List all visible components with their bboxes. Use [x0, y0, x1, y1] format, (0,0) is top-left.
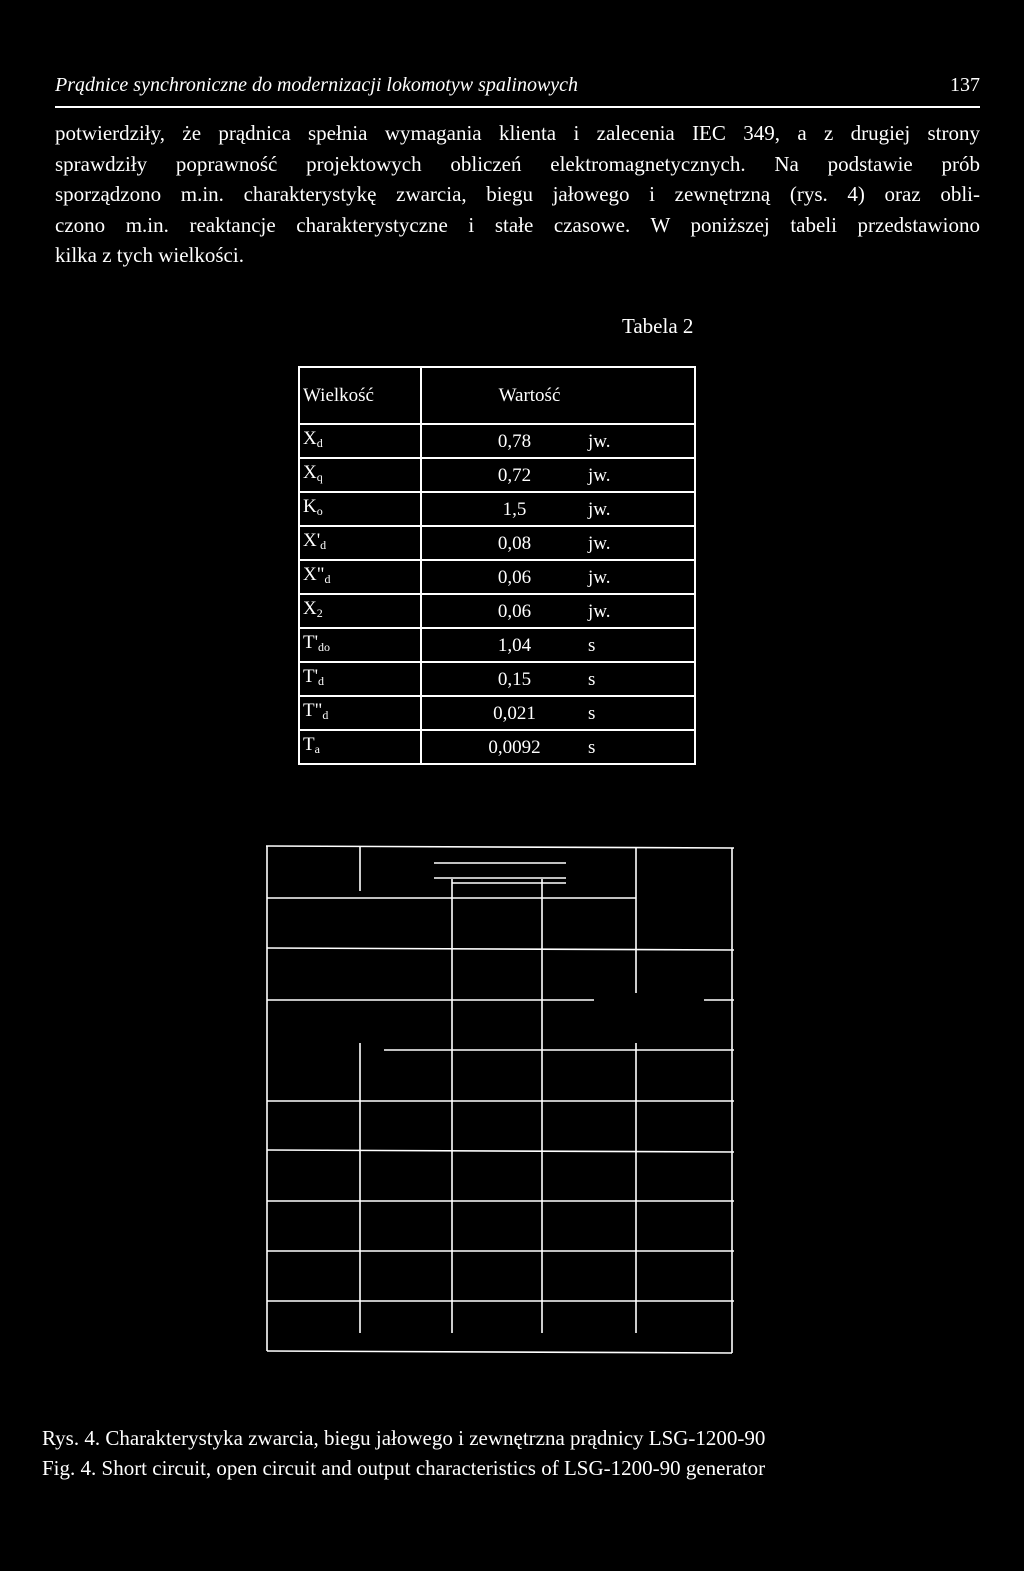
value-cell [421, 526, 695, 560]
value-cell [421, 458, 695, 492]
value-unit: jw. [588, 498, 611, 520]
table-row [299, 628, 695, 662]
column-header-quantity: Wielkość [299, 367, 421, 424]
table-row [299, 730, 695, 764]
figure-caption-en: Fig. 4. Short circuit, open circuit and output characteristics of LSG-1200-90 generator [42, 1456, 766, 1480]
figure-caption-pl: Rys. 4. Charakterystyka zwarcia, biegu jałowego i zewnętrzna prądnicy LSG-1200-90 [42, 1426, 766, 1450]
value-number: 0,06 [497, 600, 532, 622]
value-unit: jw. [588, 532, 611, 554]
quantity-symbol: X' [303, 530, 321, 551]
quantity-subscript: 2 [316, 606, 323, 620]
column-header-value-label: Wartość [498, 384, 561, 406]
quantity-symbol: X [303, 428, 317, 449]
table-row [299, 696, 695, 730]
table-row [299, 424, 695, 458]
quantity-subscript: q [316, 470, 323, 484]
body-line: sprawdziły poprawność projektowych obliczeń elektromagnetycznych. Na podstawie prób [55, 151, 980, 176]
value-unit: jw. [588, 566, 611, 588]
value-number: 0,0092 [488, 736, 541, 758]
value-cell [421, 628, 695, 662]
quantity-cell [299, 696, 421, 730]
value-number: 0,021 [493, 702, 536, 724]
quantity-subscript: d [322, 708, 329, 722]
grid-line [267, 1150, 734, 1152]
quantity-cell [299, 458, 421, 492]
value-unit: s [588, 736, 596, 758]
quantity-cell [299, 526, 421, 560]
quantity-cell [299, 628, 421, 662]
value-cell [421, 696, 695, 730]
body-line: kilka z tych wielkości. [55, 243, 244, 267]
body-paragraph [55, 118, 980, 271]
page-number: 137 [950, 74, 980, 96]
value-cell [421, 730, 695, 764]
quantity-symbol: X" [303, 564, 325, 585]
body-line: sporządzono m.in. charakterystykę zwarcia, biegu jałowego i zewnętrzną (rys. 4) oraz obli- [55, 182, 980, 206]
value-unit: s [588, 668, 596, 690]
running-header [55, 74, 980, 104]
quantity-subscript: do [318, 640, 331, 654]
parameters-table [298, 366, 696, 765]
value-unit: jw. [588, 430, 611, 452]
table-row [299, 594, 695, 628]
value-number: 0,15 [497, 668, 532, 690]
grid-line [267, 1351, 732, 1353]
quantity-subscript: o [316, 504, 323, 518]
quantity-cell [299, 662, 421, 696]
value-unit: s [588, 702, 596, 724]
table-row [299, 492, 695, 526]
table-row [299, 458, 695, 492]
running-header-title: Prądnice synchroniczne do modernizacji lokomotyw spalinowych [55, 74, 579, 96]
body-line: potwierdziły, że prądnica spełnia wymagania klienta i zalecenia IEC 349, a z drugiej strony [55, 121, 980, 145]
table-row [299, 560, 695, 594]
value-number: 0,08 [497, 532, 532, 554]
table-body [299, 424, 695, 764]
quantity-symbol: T [303, 734, 315, 755]
value-cell [421, 424, 695, 458]
value-unit: s [588, 634, 596, 656]
quantity-cell [299, 560, 421, 594]
quantity-subscript: d [316, 436, 323, 450]
table-row [299, 526, 695, 560]
value-cell [421, 492, 695, 526]
quantity-cell [299, 594, 421, 628]
quantity-subscript: a [314, 742, 320, 756]
value-number: 0,78 [497, 430, 532, 452]
quantity-cell [299, 492, 421, 526]
column-header-value [421, 367, 695, 424]
value-cell [421, 594, 695, 628]
characteristics-figure [264, 843, 738, 1355]
table-row [299, 662, 695, 696]
value-cell [421, 662, 695, 696]
quantity-symbol: K [303, 496, 317, 517]
grid-line [266, 846, 734, 848]
quantity-subscript: d [324, 572, 331, 586]
quantity-symbol: X [303, 462, 317, 483]
value-unit: jw. [588, 600, 611, 622]
grid-line [267, 948, 734, 950]
table-caption: Tabela 2 [622, 314, 694, 338]
quantity-symbol: X [303, 598, 317, 619]
quantity-subscript: d [318, 674, 325, 688]
quantity-symbol: T' [303, 632, 319, 653]
value-number: 0,72 [497, 464, 532, 486]
quantity-cell [299, 730, 421, 764]
body-line: czono m.in. reaktancje charakterystyczne i stałe czasowe. W poniższej tabeli przedstawiono [55, 212, 980, 237]
quantity-subscript: d [320, 538, 327, 552]
value-number: 0,06 [497, 566, 532, 588]
figure-grid [266, 846, 734, 1353]
value-number: 1,5 [502, 498, 527, 520]
header-rule [55, 106, 980, 108]
table-header-row [299, 367, 695, 424]
quantity-symbol: T" [303, 700, 323, 721]
value-cell [421, 560, 695, 594]
value-unit: jw. [588, 464, 611, 486]
quantity-symbol: T' [303, 666, 319, 687]
quantity-cell [299, 424, 421, 458]
value-number: 1,04 [497, 634, 532, 656]
figure-caption [42, 1423, 765, 1483]
